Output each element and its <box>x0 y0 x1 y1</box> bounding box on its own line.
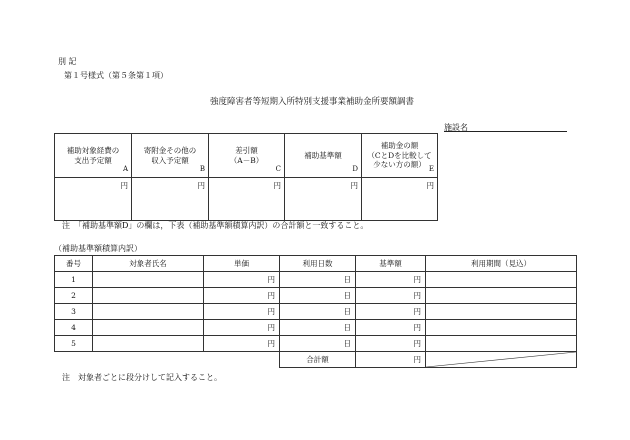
base-amount-cell[interactable]: 円 <box>356 272 426 288</box>
total-period-crossed-cell <box>426 352 577 368</box>
summary-header-a <box>55 134 132 178</box>
col-header-days: 利用日数 <box>280 256 356 272</box>
note-1: 注 「補助基準額D」の欄は，下表（補助基準額積算内訳）の合計額と一致すること。 <box>62 221 369 230</box>
table-row <box>55 320 577 336</box>
base-amount-cell[interactable]: 円 <box>356 320 426 336</box>
period-cell[interactable] <box>426 320 577 336</box>
note-2: 注 対象者ごとに段分けして記入すること。 <box>62 373 222 382</box>
summary-value-c[interactable]: 円 <box>209 178 285 221</box>
period-cell[interactable] <box>426 304 577 320</box>
row-number: 4 <box>55 320 93 336</box>
summary-header-line: 補助基準額 <box>304 150 342 160</box>
summary-value-a[interactable]: 円 <box>55 178 132 221</box>
unit-price-cell[interactable]: 円 <box>204 336 280 352</box>
unit-price-cell[interactable]: 円 <box>204 304 280 320</box>
col-header-name: 対象者氏名 <box>93 256 204 272</box>
row-number: 1 <box>55 272 93 288</box>
total-label: 合計額 <box>280 352 356 368</box>
summary-letter: D <box>352 165 358 174</box>
total-amount-cell[interactable]: 円 <box>356 352 426 368</box>
diagonal-line <box>426 352 576 367</box>
period-cell[interactable] <box>426 288 577 304</box>
base-amount-cell[interactable]: 円 <box>356 288 426 304</box>
summary-header-c <box>209 134 285 178</box>
summary-header-line: 補助対象経費の <box>66 146 120 156</box>
days-cell[interactable]: 日 <box>280 320 356 336</box>
summary-header-row <box>55 134 438 178</box>
days-cell[interactable]: 日 <box>280 304 356 320</box>
summary-letter: B <box>199 165 205 174</box>
summary-header-line: 少ない方の額） <box>373 160 426 170</box>
name-cell[interactable] <box>93 336 204 352</box>
total-row-spacer <box>55 352 280 368</box>
base-amount-cell[interactable]: 円 <box>356 336 426 352</box>
detail-header-row <box>55 256 577 272</box>
summary-header-b <box>132 134 209 178</box>
col-header-unit-price: 単価 <box>204 256 280 272</box>
unit-price-cell[interactable]: 円 <box>204 320 280 336</box>
betsuki-label: 別 記 <box>58 57 77 66</box>
summary-header-line: 支出予定額 <box>74 155 112 165</box>
summary-header-e <box>362 134 438 178</box>
period-cell[interactable] <box>426 272 577 288</box>
summary-letter: C <box>275 165 281 174</box>
facility-label: 施設名 <box>444 123 468 132</box>
page-title: 強度障害者等短期入所特別支援事業補助金所要額調書 <box>210 97 415 107</box>
days-cell[interactable]: 日 <box>280 272 356 288</box>
form-number: 第１号様式（第５条第１項） <box>64 71 168 80</box>
summary-letter: E <box>428 165 434 174</box>
table-row <box>55 336 577 352</box>
unit-price-cell[interactable]: 円 <box>204 272 280 288</box>
row-number: 2 <box>55 288 93 304</box>
summary-header-line: 差引額 <box>235 146 258 156</box>
facility-name-line[interactable] <box>444 131 567 132</box>
table-row <box>55 304 577 320</box>
total-row <box>55 352 577 368</box>
summary-value-row <box>55 178 438 221</box>
unit-price-cell[interactable]: 円 <box>204 288 280 304</box>
detail-caption: （補助基準額積算内訳） <box>54 244 142 253</box>
summary-value-e[interactable]: 円 <box>362 178 438 221</box>
summary-header-d <box>285 134 362 178</box>
summary-header-line: 寄附金その他の <box>143 146 197 156</box>
name-cell[interactable] <box>93 320 204 336</box>
name-cell[interactable] <box>93 304 204 320</box>
summary-value-b[interactable]: 円 <box>132 178 209 221</box>
summary-header-line: 補助金の額 <box>380 141 419 151</box>
col-header-base-amount: 基準額 <box>356 256 426 272</box>
summary-header-line: （CとDを比較して <box>367 150 432 160</box>
table-row <box>55 272 577 288</box>
detail-table <box>54 255 577 368</box>
row-number: 3 <box>55 304 93 320</box>
name-cell[interactable] <box>93 272 204 288</box>
period-cell[interactable] <box>426 336 577 352</box>
col-header-period: 利用期間（見込） <box>426 256 577 272</box>
summary-table <box>54 133 438 221</box>
row-number: 5 <box>55 336 93 352</box>
summary-value-d[interactable]: 円 <box>285 178 362 221</box>
name-cell[interactable] <box>93 288 204 304</box>
days-cell[interactable]: 日 <box>280 336 356 352</box>
summary-letter: A <box>122 165 128 174</box>
summary-header-line: （A－B） <box>229 155 264 165</box>
col-header-no: 番号 <box>55 256 93 272</box>
days-cell[interactable]: 日 <box>280 288 356 304</box>
table-row <box>55 288 577 304</box>
summary-header-line: 収入予定額 <box>151 155 189 165</box>
base-amount-cell[interactable]: 円 <box>356 304 426 320</box>
